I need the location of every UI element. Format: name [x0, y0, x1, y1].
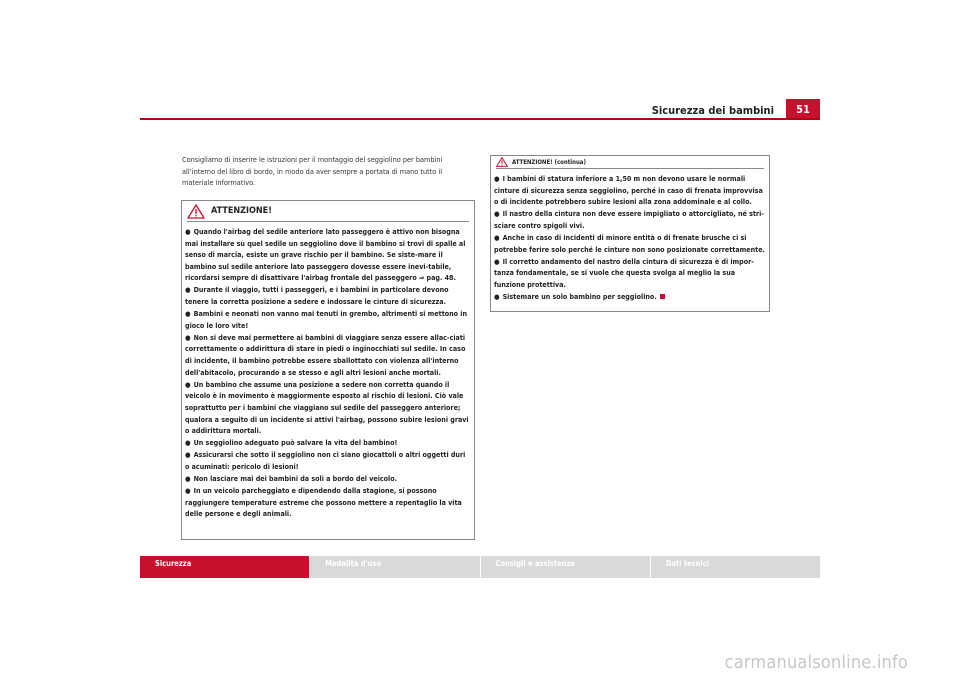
bullet-icon: ● [185, 486, 191, 496]
warning-triangle-icon [496, 157, 508, 167]
tab-sicurezza[interactable]: Sicurezza [140, 556, 309, 578]
bullet-icon: ● [494, 291, 500, 301]
warning-item: ● Assicurarsi che sotto il seggiolino non ci siano giocattoli o altri oggetti duri o acuminati: pericolo di lesioni! [185, 450, 466, 471]
warning-box [181, 200, 475, 540]
bullet-icon: ● [185, 473, 191, 483]
bullet-icon: ● [185, 227, 191, 236]
end-square-icon [660, 294, 665, 299]
bullet-icon: ● [494, 209, 500, 219]
warning-triangle-icon [187, 204, 205, 219]
warning-list [491, 169, 769, 303]
warning-item: ● Non lasciare mai dei bambini da soli a bordo del veicolo. [185, 473, 398, 483]
warning-item: ● Quando l'airbag del sedile anteriore lato passeggero è attivo non bisogna mai installare su quel sedile un seggiolino dove il bambino si trovi di spalle al senso di marcia, esiste un grave rischio per il bambino. Se siste-mare il bambino sul sedile anteriore lato passeggero dovesse essere inevi-tabile, ricordarsi sempre di disattivare l'airbag frontale del passeggero ⇒ pag. 48. [185, 227, 466, 283]
warning-item: ● Durante il viaggio, tutti i passeggeri, e i bambini in particolare devono tenere la corretta posizione a sedere e indossare le cinture di sicurezza. [185, 285, 449, 307]
warning-item: ● Un bambino che assume una posizione a sedere non corretta quando il veicolo è in movimento è maggiormente esposto al rischio di lesioni. Ciò vale soprattutto per i bambini che viaggiano sul sedile del passeggero anteriore; qualora a seguito di un incidente si attivi l'airbag, possono subire lesioni gravi o addirittura mortali. [185, 379, 469, 436]
warning-item: ● In un veicolo parcheggiato e dipendendo dalla stagione, si possono raggiungere temperature estreme che possono mettere a repentaglio la vita delle persone e degli animali. [185, 486, 462, 519]
tab-dati-tecnici[interactable]: Dati tecnici [650, 556, 820, 578]
warning-item: ● Sistemare un solo bambino per seggiolino. [494, 291, 766, 303]
page-number: 51 [786, 99, 820, 120]
warning-header [187, 201, 469, 222]
bullet-icon: ● [494, 174, 500, 183]
tab-modalita-uso[interactable]: Modalità d'uso [309, 556, 479, 578]
bullet-icon: ● [494, 232, 500, 242]
bullet-icon: ● [185, 379, 191, 389]
bullet-icon: ● [185, 438, 191, 448]
bullet-icon: ● [185, 309, 191, 319]
page-header-title: Sicurezza dei bambini [651, 104, 774, 117]
warning-item: ● Un seggiolino adeguato può salvare la vita del bambino! [185, 438, 398, 448]
footer-tabs [140, 556, 820, 578]
warning-item: ● Bambini e neonati non vanno mai tenuti in grembo, altrimenti si mettono in gioco le loro vite! [185, 309, 468, 330]
bullet-icon: ● [185, 285, 191, 295]
intro-paragraph: Consigliamo di inserire le istruzioni per il montaggio del seggiolino per bambini all’interno del libro di bordo, in modo da aver sempre a portata di mano tutto il materiale informativo. [182, 155, 443, 187]
warning-item: ● Il corretto andamento del nastro della cintura di sicurezza è di impor-tanza fondamentale, se si vuole che questa svolga al meglio la sua funzione protettiva. [494, 256, 754, 289]
warning-header [496, 156, 764, 169]
warning-item: ● Il nastro della cintura non deve essere impigliato o attorcigliato, né stri-sciare contro spigoli vivi. [494, 209, 764, 230]
bullet-icon: ● [185, 332, 191, 342]
warning-item: ● I bambini di statura inferiore a 1,50 m non devono usare le normali cinture di sicurezza senza seggiolino, perché in caso di frenata improvvisa o di incidente potrebbero subire lesioni alla zona addominale e al collo. [494, 174, 763, 207]
bullet-icon: ● [185, 450, 191, 460]
header-rule [140, 118, 820, 120]
warning-item: ● Anche in caso di incidenti di minore entità o di frenate brusche ci si potrebbe ferire solo perché le cinture non sono posizionate correttamente. [494, 232, 765, 254]
tab-consigli-assistenza[interactable]: Consigli e assistenza [480, 556, 650, 578]
warning-title: ATTENZIONE! [211, 206, 272, 216]
watermark: carmanualsonline.info [724, 652, 908, 673]
warning-item: ● Non si deve mai permettere ai bambini di viaggiare senza essere allac-ciati correttamente o addirittura di stare in piedi o inginocchiati sul sedile. In caso di incidente, il bambino potrebbe essere sballottato con violenza all'interno dell'abitacolo, procurando a se stesso e agli altri lesioni anche mortali. [185, 332, 466, 377]
warning-title: ATTENZIONE! (continua) [512, 158, 586, 166]
warning-box-continued [490, 155, 770, 312]
warning-list [182, 222, 474, 520]
bullet-icon: ● [494, 256, 500, 266]
